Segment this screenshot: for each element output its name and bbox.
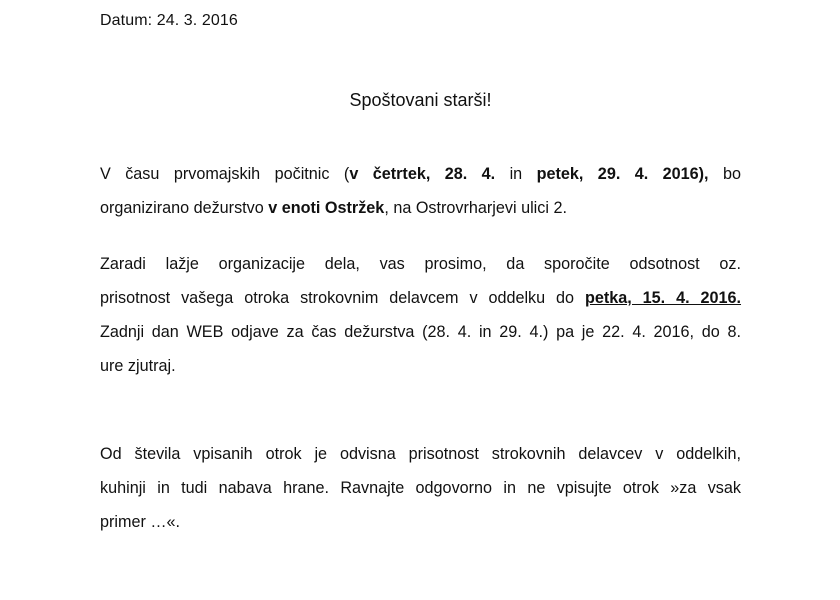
bold-unit-name: v enoti Ostržek (268, 199, 385, 217)
paragraph-line (100, 157, 741, 191)
paragraph-line: Zadnji dan WEB odjave za čas dežurstva (28. 4. in 29. 4.) pa je 22. 4. 2016, do 8. (100, 323, 741, 341)
paragraph-line: primer …«. (100, 513, 181, 531)
text-run: prisotnost vašega otroka strokovnim delavcem v oddelku do (100, 289, 585, 307)
text-run: in (495, 165, 537, 183)
paragraph-holiday-duty (100, 157, 741, 225)
paragraph-line (100, 281, 741, 315)
document-date: Datum: 24. 3. 2016 (100, 12, 238, 29)
paragraph-line: kuhinji in tudi nabava hrane. Ravnajte odgovorno in ne vpisujte otrok »za vsak (100, 479, 741, 497)
text-run: V času prvomajskih počitnic ( (100, 165, 350, 183)
paragraph-line: Od števila vpisanih otrok je odvisna prisotnost strokovnih delavcev v oddelkih, (100, 445, 741, 463)
bold-date-friday: petek, 29. 4. 2016), (536, 165, 709, 183)
bold-date-thursday: v četrtek, 28. 4. (349, 165, 496, 183)
text-run: bo (708, 165, 741, 183)
paragraph-line: Zaradi lažje organizacije dela, vas prosimo, da sporočite odsotnost oz. (100, 255, 741, 273)
paragraph-attendance-notice (100, 247, 741, 383)
bold-underlined-deadline: petka, 15. 4. 2016. (584, 289, 742, 307)
paragraph-responsibility (100, 437, 741, 539)
paragraph-line (100, 191, 741, 225)
text-run: organizirano dežurstvo (100, 199, 269, 217)
text-run: , na Ostrovrharjevi ulici 2. (384, 199, 567, 217)
paragraph-line: ure zjutraj. (100, 357, 176, 375)
salutation-heading: Spoštovani starši! (349, 90, 492, 110)
